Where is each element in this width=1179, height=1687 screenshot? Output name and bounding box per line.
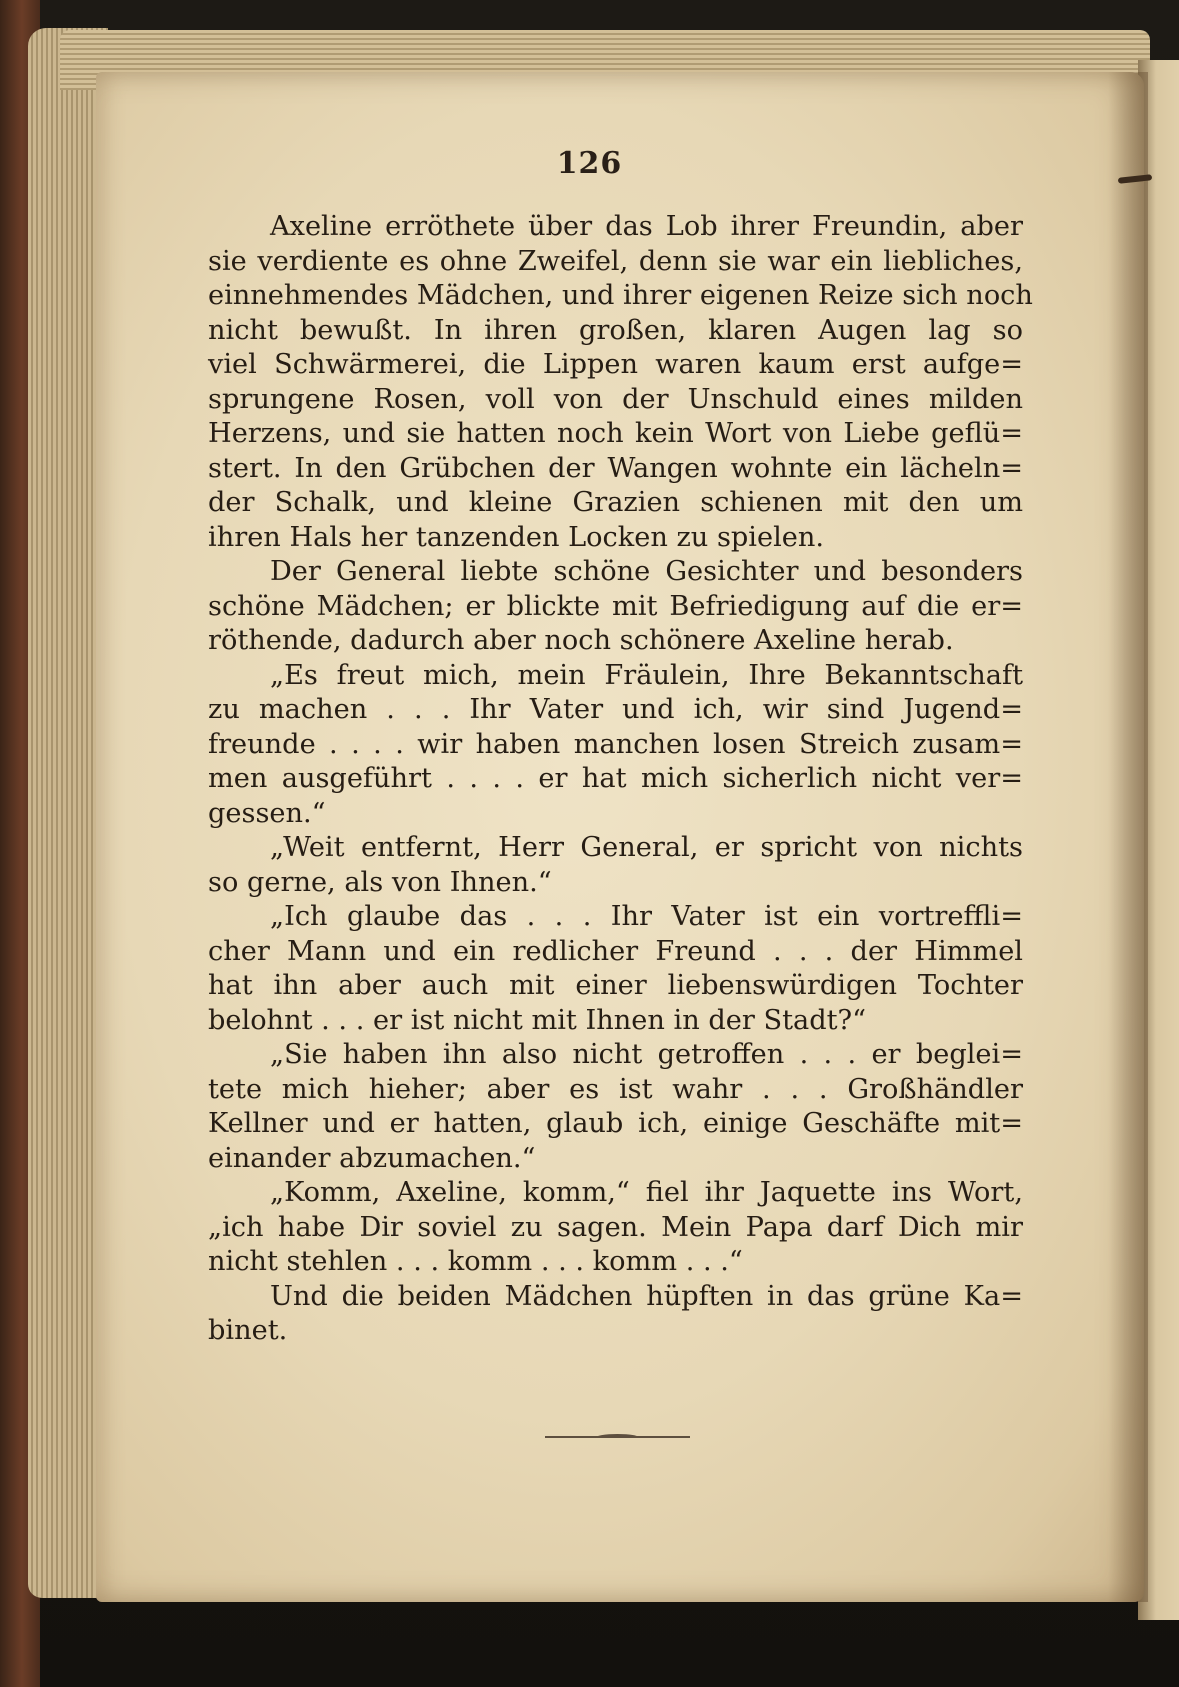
text-line: men ausgeführt . . . . er hat mich sicherlich nicht ver=	[208, 763, 1023, 794]
body-text	[208, 210, 1033, 1349]
text-line: freunde . . . . wir haben manchen losen Streich zusam=	[208, 728, 1023, 760]
gutter-shadow	[1108, 72, 1148, 1602]
text-line: zu machen . . . Ihr Vater und ich, wir sind Jugend=	[208, 694, 1023, 725]
text-line: „Es freut mich, mein Fräulein, Ihre Bekanntschaft	[270, 659, 1023, 691]
text-line: belohnt . . . er ist nicht mit Ihnen in der Stadt?“	[208, 1004, 867, 1036]
text-line: cher Mann und ein redlicher Freund . . . der Himmel	[208, 935, 1023, 967]
text-line: nicht stehlen . . . komm . . . komm . . .“	[208, 1246, 743, 1277]
text-line: gessen.“	[208, 797, 326, 829]
text-line: röthende, dadurch aber noch schönere Axeline herab.	[208, 625, 954, 656]
end-ornament-rule	[545, 1436, 690, 1438]
text-line: sie verdiente es ohne Zweifel, denn sie war ein liebliches,	[208, 245, 1023, 277]
text-line: „Komm, Axeline, komm,“ fiel ihr Jaquette ins Wort,	[270, 1177, 1023, 1208]
page-number: 126	[556, 146, 623, 181]
text-line: „Weit entfernt, Herr General, er spricht von nichts	[270, 832, 1023, 863]
text-line: so gerne, als von Ihnen.“	[208, 866, 552, 898]
text-line: schöne Mädchen; er blickte mit Befriedigung auf die er=	[208, 590, 1023, 622]
text-line: tete mich hieher; aber es ist wahr . . . Großhändler	[208, 1073, 1023, 1105]
text-line: einander abzumachen.“	[208, 1142, 536, 1174]
text-line: „Sie haben ihn also nicht getroffen . . . er beglei=	[270, 1039, 1023, 1070]
text-line: „Ich glaube das . . . Ihr Vater ist ein vortreffli=	[270, 901, 1023, 932]
text-line: Kellner und er hatten, glaub ich, einige Geschäfte mit=	[208, 1108, 1023, 1139]
text-line: der Schalk, und kleine Grazien schienen mit den um	[208, 487, 1023, 518]
text-line: nicht bewußt. In ihren großen, klaren Augen lag so	[208, 314, 1023, 346]
text-line: sprungene Rosen, voll von der Unschuld eines milden	[208, 383, 1023, 415]
text-line: ihren Hals her tanzenden Locken zu spielen.	[208, 521, 825, 553]
text-line: „ich habe Dir soviel zu sagen. Mein Papa darf Dich mir	[208, 1211, 1023, 1243]
text-line: Herzens, und sie hatten noch kein Wort von Liebe geflü=	[208, 418, 1023, 449]
text-line: einnehmendes Mädchen, und ihrer eigenen Reize sich noch	[208, 280, 1033, 311]
text-line: Der General liebte schöne Gesichter und besonders	[270, 556, 1023, 587]
text-line: viel Schwärmerei, die Lippen waren kaum erst aufge=	[208, 349, 1023, 380]
text-line: Axeline erröthete über das Lob ihrer Freundin, aber	[270, 211, 1023, 242]
text-line: binet.	[208, 1315, 288, 1346]
text-line: Und die beiden Mädchen hüpften in das grüne Ka=	[270, 1280, 1023, 1312]
text-line: stert. In den Grübchen der Wangen wohnte ein lächeln=	[208, 452, 1023, 484]
text-line: hat ihn aber auch mit einer liebenswürdigen Tochter	[208, 970, 1023, 1001]
